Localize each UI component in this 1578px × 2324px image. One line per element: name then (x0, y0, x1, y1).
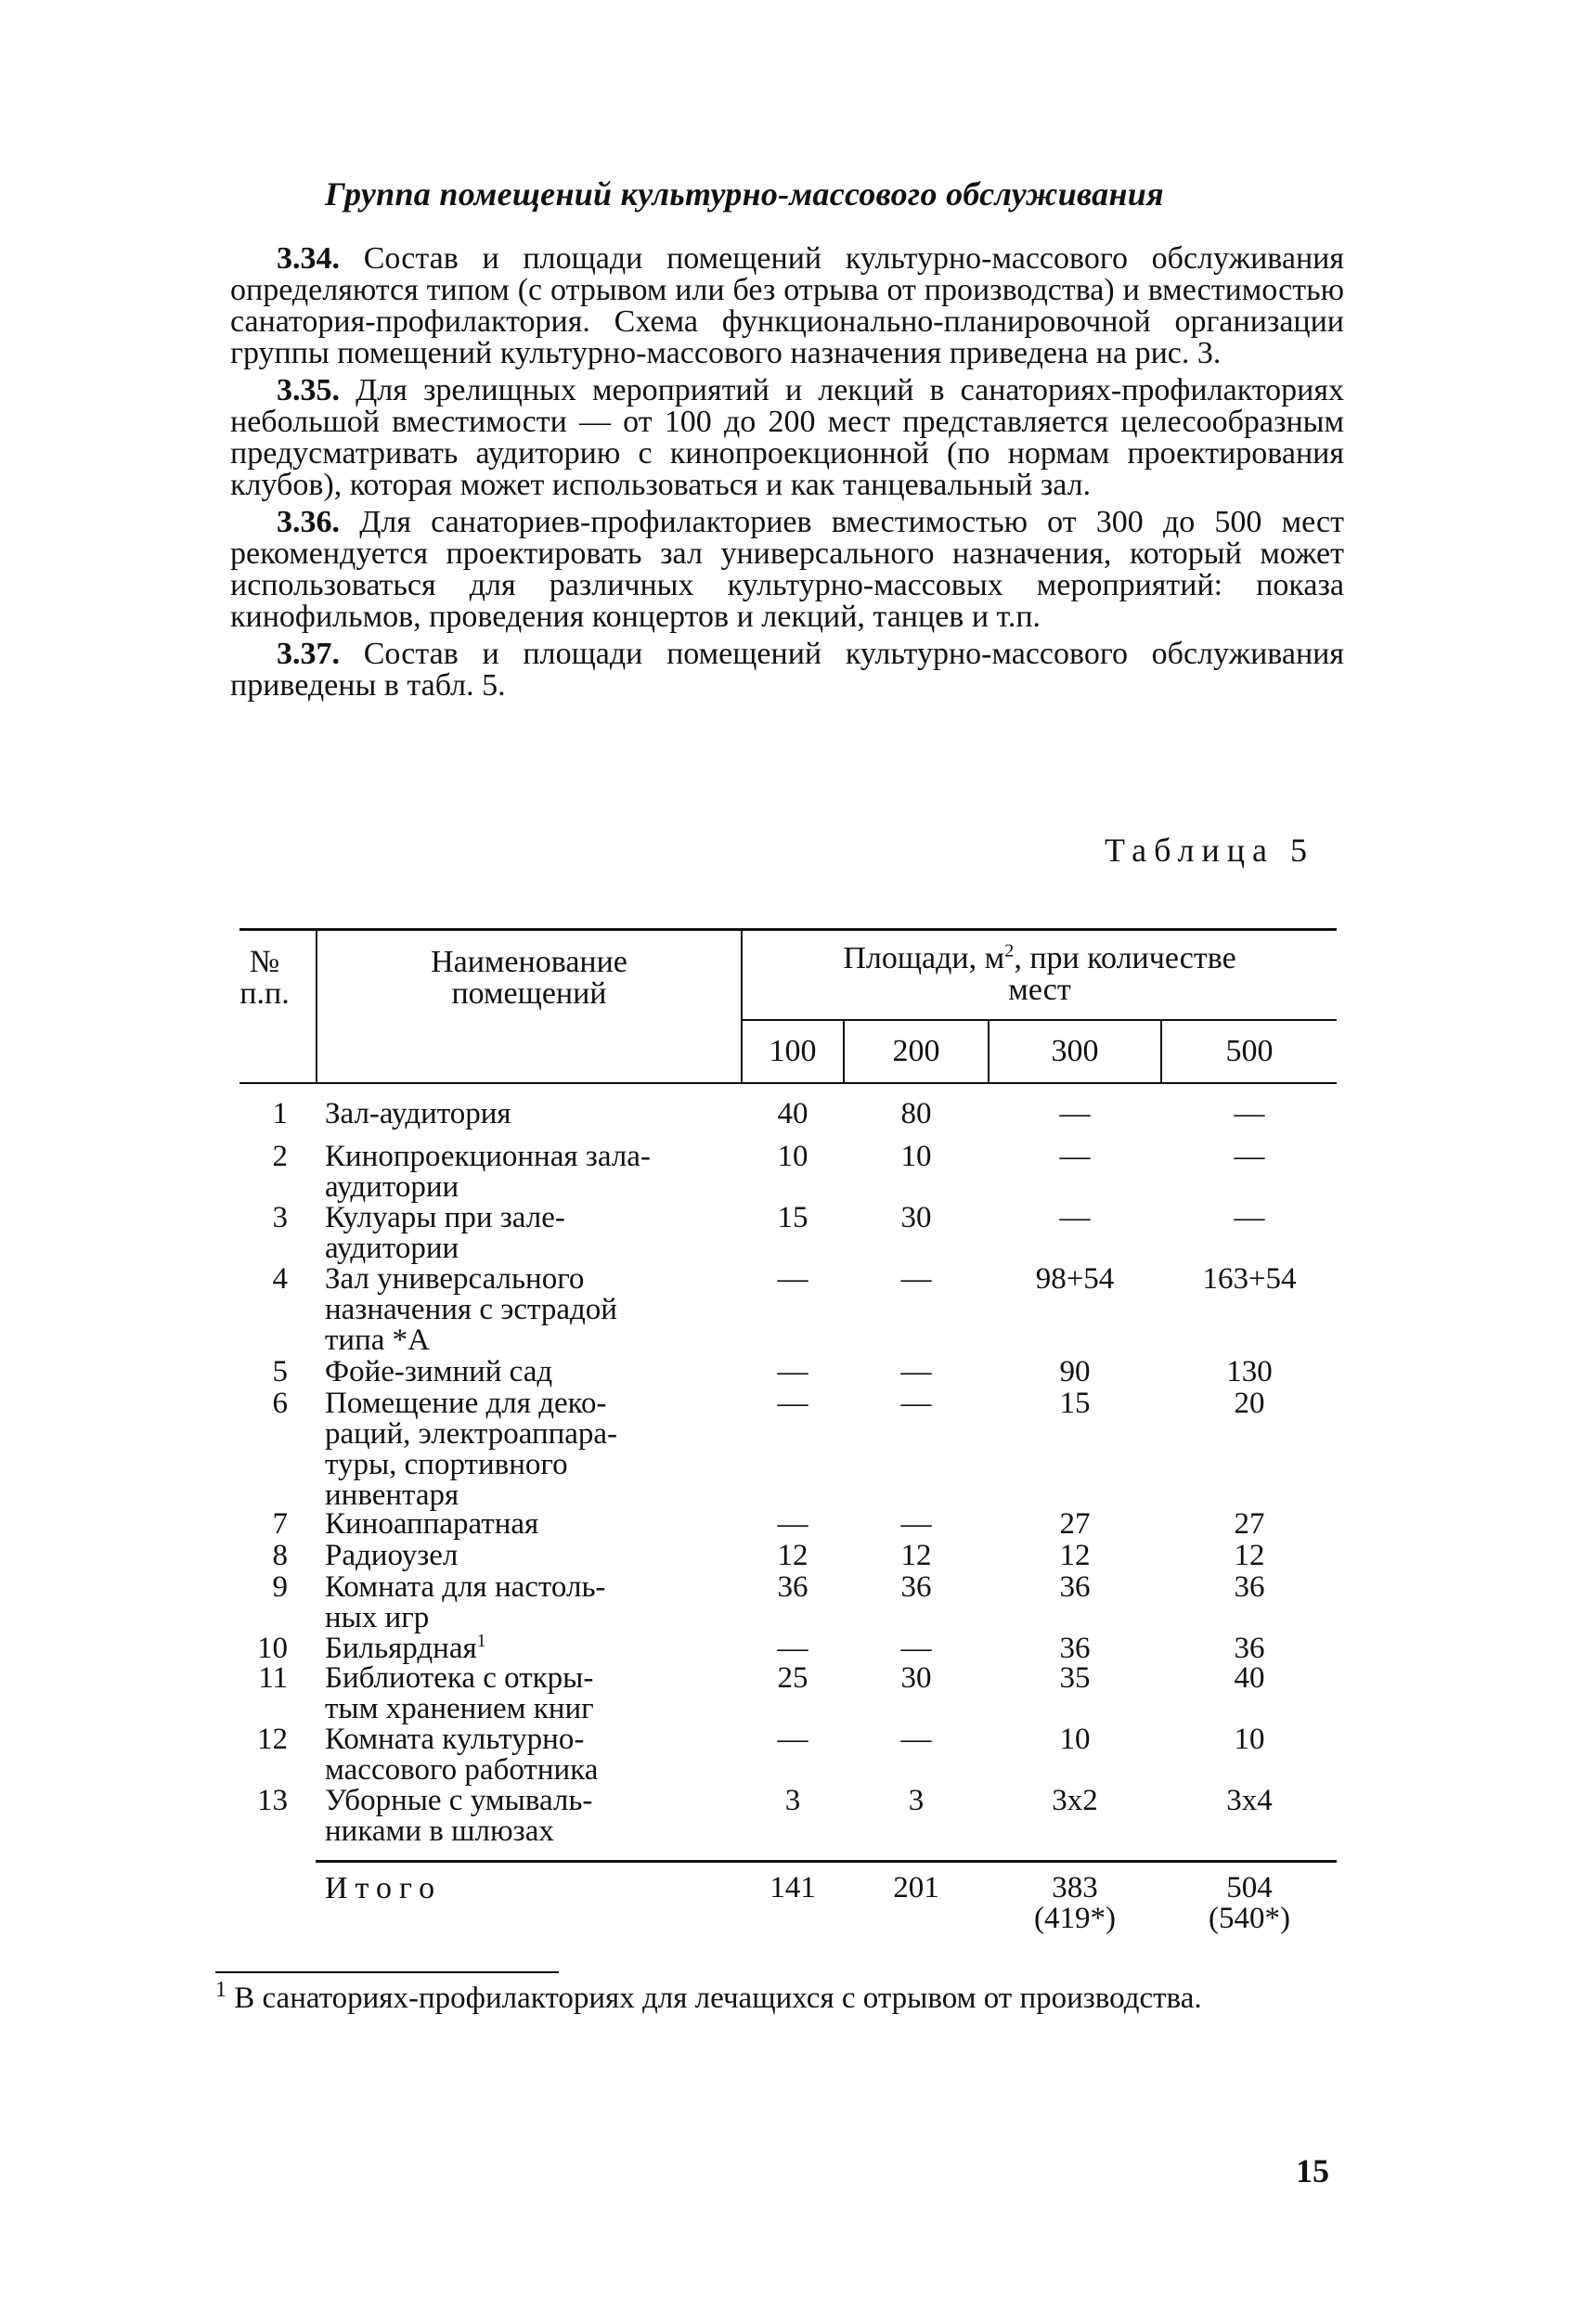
header-area (743, 940, 1337, 1007)
room-name-line: назначения с эстрадой (325, 1293, 617, 1326)
room-name-line: Кулуары при зале- (325, 1201, 565, 1234)
area-cell: — (777, 1262, 808, 1296)
area-cell: 3х4 (1226, 1784, 1273, 1817)
area-cell: — (777, 1387, 808, 1420)
area-cell: — (1059, 1097, 1091, 1130)
total-label: Итого (325, 1871, 443, 1905)
room-name-line: Радиоузел (325, 1539, 459, 1572)
room-name (325, 1099, 724, 1130)
room-name-line: Уборные с умываль- (325, 1784, 593, 1817)
header-bottom-rule (239, 1082, 1337, 1084)
area-cell: 15 (777, 1201, 808, 1234)
area-cell: — (900, 1262, 932, 1296)
area-cell: — (1059, 1201, 1091, 1234)
room-name-line: Киноаппаратная (325, 1507, 539, 1541)
room-name (325, 1388, 724, 1511)
table-top-rule (239, 928, 1337, 931)
header-name-line: помещений (451, 976, 607, 1011)
room-name (325, 1357, 724, 1388)
area-cell: 27 (1234, 1507, 1265, 1541)
footnote-text: В санаториях-профилакториях для лечащихся с отрывом от производства. (234, 1982, 1202, 2015)
room-name (325, 1203, 724, 1264)
area-cell: 27 (1059, 1507, 1091, 1541)
row-number: 11 (258, 1661, 288, 1695)
area-cell: 15 (1059, 1387, 1091, 1420)
row-number: 8 (272, 1539, 288, 1572)
room-name (325, 1572, 724, 1633)
room-name-line: Фойе-зимний сад (325, 1355, 553, 1388)
header-area-line: мест (1008, 973, 1071, 1007)
area-cell: 40 (1234, 1661, 1265, 1695)
area-cell: — (1234, 1201, 1265, 1234)
total-rule (316, 1860, 1337, 1863)
paragraph-3-35 (230, 375, 1344, 501)
room-name-line: Библиотека с откры- (325, 1661, 594, 1695)
room-name (325, 1541, 724, 1571)
room-name-line: Зал универсального (325, 1262, 585, 1296)
room-name-line: аудитории (325, 1232, 459, 1265)
room-name (325, 1633, 724, 1664)
header-capacity-200: 200 (892, 1034, 940, 1068)
area-cell: 80 (900, 1097, 932, 1130)
area-cell: — (900, 1387, 932, 1420)
room-name-line: раций, электроаппара- (325, 1417, 618, 1451)
row-number: 6 (272, 1387, 288, 1420)
footnote-rule (215, 1971, 559, 1973)
table-label: Таблица 5 (1105, 832, 1314, 869)
room-name-line: никами в шлюзах (325, 1814, 554, 1848)
header-name-line: Наименование (431, 945, 627, 979)
room-name-line: аудитории (325, 1170, 459, 1204)
area-cell: — (777, 1632, 808, 1665)
total-alt-value: (540*) (1209, 1902, 1290, 1935)
area-cell: 12 (900, 1539, 932, 1572)
area-cell: 36 (1234, 1570, 1265, 1604)
area-cell: — (777, 1507, 808, 1541)
area-cell: — (777, 1355, 808, 1388)
room-name (325, 1786, 724, 1847)
area-cell: 130 (1226, 1355, 1273, 1388)
room-name-line: Комната для настоль- (325, 1570, 606, 1604)
row-number: 7 (272, 1507, 288, 1541)
area-cell: 3 (908, 1784, 925, 1817)
room-name-line: тым хранением книг (325, 1692, 594, 1725)
area-cell: 10 (900, 1140, 932, 1173)
header-name (317, 947, 741, 1010)
row-number: 12 (257, 1723, 288, 1756)
total-cell (1162, 1873, 1337, 1934)
total-value: 504 (1226, 1871, 1273, 1904)
footnote-ref: 1 (476, 1631, 486, 1651)
total-cell: 141 (770, 1871, 816, 1904)
row-number: 4 (272, 1262, 288, 1296)
paragraph-text: Состав и площади помещений культурно-массового обслуживания приведены в табл. 5. (230, 637, 1344, 703)
header-number-line: № (249, 945, 280, 979)
paragraph-3-37 (230, 639, 1344, 702)
header-number (237, 947, 292, 1010)
header-number-line: п.п. (239, 976, 290, 1011)
area-cell: 36 (1234, 1632, 1265, 1665)
area-cell: — (900, 1632, 932, 1665)
room-name (325, 1724, 724, 1786)
row-number: 2 (272, 1140, 288, 1173)
header-area-line: Площади, $м^2$, при количестве (843, 940, 1236, 975)
room-name (325, 1663, 724, 1724)
paragraph-text: Для санаториев-профилакториев вместимостью от 300 до 500 мест рекомендуется проектировать зал универсального назначения, который может использоваться для различных культурно-массовых мероприятий: показа кинофильмов, проведения концертов и лекций, танцев и т.п. (230, 505, 1345, 634)
area-cell: 3х2 (1052, 1784, 1098, 1817)
row-number: 13 (257, 1784, 288, 1817)
row-number: 3 (272, 1201, 288, 1234)
area-cell: 40 (777, 1097, 808, 1130)
paragraph-3-34 (230, 243, 1344, 369)
area-cell: 10 (1059, 1723, 1091, 1756)
area-cell: — (900, 1507, 932, 1541)
area-cell: — (1059, 1140, 1091, 1173)
header-capacity-300: 300 (1051, 1034, 1099, 1068)
room-name-line (325, 1633, 724, 1664)
area-cell: 36 (1059, 1570, 1091, 1604)
area-cell: 90 (1059, 1355, 1091, 1388)
area-cell: — (900, 1355, 932, 1388)
room-name-line: туры, спортивного (325, 1448, 568, 1481)
room-name-line: Кинопроекционная зала- (325, 1140, 651, 1173)
room-name-line: Комната культурно- (325, 1723, 585, 1756)
section-heading: Группа помещений культурно-массового обслуживания (325, 175, 1164, 213)
area-cell: 163+54 (1202, 1262, 1297, 1296)
area-cell: — (1234, 1097, 1265, 1130)
area-cell: 36 (900, 1570, 932, 1604)
header-capacity-500: 500 (1225, 1034, 1274, 1068)
area-cell: 98+54 (1035, 1262, 1115, 1296)
area-cell: 30 (900, 1201, 932, 1234)
room-name (325, 1509, 724, 1540)
room-name-line: Помещение для деко- (325, 1387, 607, 1420)
room-name (325, 1264, 724, 1356)
row-number: 1 (272, 1097, 288, 1130)
room-name-line: ных игр (325, 1601, 430, 1634)
area-cell: 12 (1059, 1539, 1091, 1572)
total-cell: 201 (893, 1871, 939, 1904)
paragraph-text: Для зрелищных мероприятий и лекций в санаториях-профилакториях небольшой вместимости — от 100 до 200 мест представляется целесообразным предусматривать аудиторию с кинопроекционной (по нормам проектирования клубов), которая может использоваться и как танцевальный зал. (230, 373, 1345, 502)
area-cell: 30 (900, 1661, 932, 1695)
total-alt-value: (419*) (1034, 1902, 1116, 1935)
row-number: 5 (272, 1355, 288, 1388)
total-cell (989, 1873, 1160, 1934)
area-cell: 35 (1059, 1661, 1091, 1695)
area-cell: — (1234, 1140, 1265, 1173)
area-cell: 10 (1234, 1723, 1265, 1756)
area-cell: 12 (1234, 1539, 1265, 1572)
page-number: 15 (1296, 2152, 1329, 2189)
total-value: 383 (1052, 1871, 1098, 1904)
area-cell: — (900, 1723, 932, 1756)
area-cell: 25 (777, 1661, 808, 1695)
paragraph-3-36 (230, 507, 1344, 633)
paragraph-number: 3.36. (277, 505, 340, 539)
area-cell: 36 (777, 1570, 808, 1604)
row-number: 10 (257, 1632, 288, 1665)
area-cell: — (777, 1723, 808, 1756)
room-name-line: массового работника (325, 1753, 599, 1787)
room-name (325, 1142, 724, 1203)
room-name-line: Зал-аудитория (325, 1097, 511, 1130)
area-cell: 36 (1059, 1632, 1091, 1665)
body-text (230, 243, 1344, 707)
row-number: 9 (272, 1570, 288, 1604)
room-name-text: Бильярдная (325, 1632, 477, 1665)
area-cell: 3 (784, 1784, 801, 1817)
room-name-line: инвентаря (325, 1478, 459, 1512)
paragraph-number: 3.37. (277, 637, 340, 671)
area-cell: 20 (1234, 1387, 1265, 1420)
paragraph-text: Состав и площади помещений культурно-массового обслуживания определяются типом (с отрывом или без отрыва от производства) и вместимостью санатория-профилактория. Схема функционально-планировочной организации группы помещений культурно-массового назначения приведена на рис. 3. (230, 241, 1344, 370)
footnote (215, 1978, 1339, 2015)
room-name-line: типа *А (325, 1323, 430, 1357)
footnote-mark: 1 (215, 1978, 226, 2002)
area-cell: 10 (777, 1140, 808, 1173)
paragraph-number: 3.35. (277, 373, 340, 407)
area-cell: 12 (777, 1539, 808, 1572)
header-capacity-100: 100 (769, 1034, 817, 1068)
paragraph-number: 3.34. (277, 241, 340, 276)
header-subrule (743, 1019, 1337, 1021)
